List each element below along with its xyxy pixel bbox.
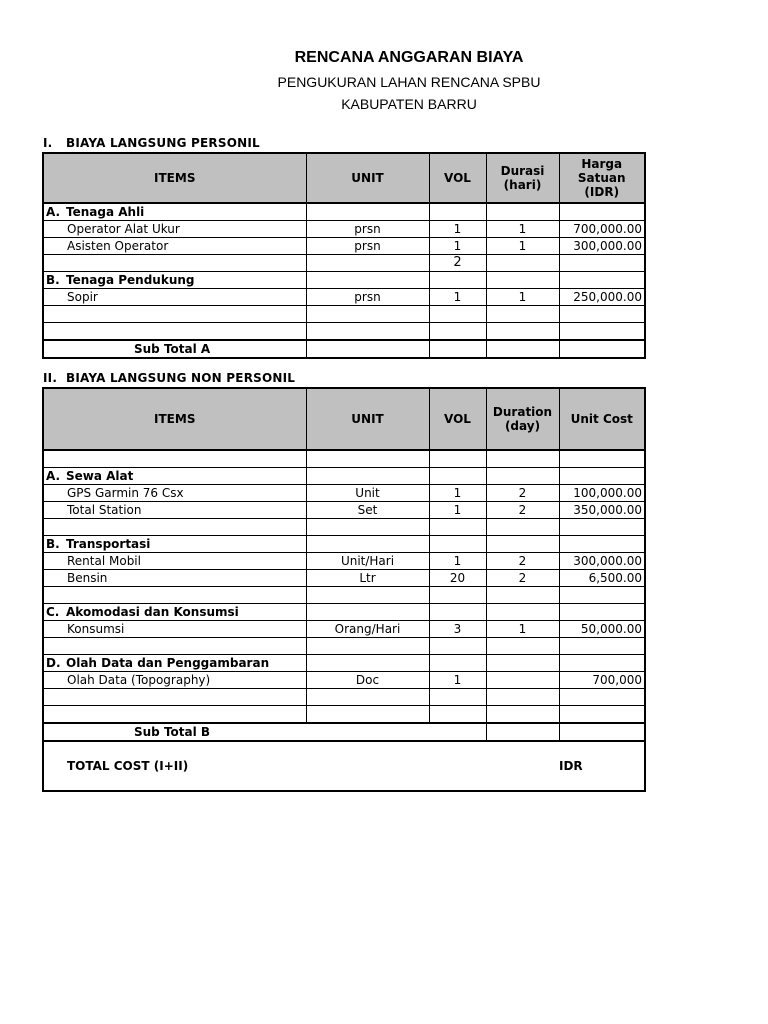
group-row: [43, 203, 645, 221]
item-unit-cost: 50,000.00: [559, 621, 645, 638]
item-unit: Orang/Hari: [306, 621, 429, 638]
section-1-number: I.: [43, 136, 53, 150]
item-unit-cost: 350,000.00: [559, 502, 645, 519]
item-duration: 2: [486, 502, 559, 519]
table-row: [43, 450, 645, 468]
item-name: Rental Mobil: [43, 553, 306, 570]
total-cost-row: [43, 741, 645, 791]
item-duration: [486, 672, 559, 689]
group-row: [43, 604, 645, 621]
group-label-olah-data: D. Olah Data dan Penggambaran: [43, 655, 306, 672]
item-vol: 1: [429, 485, 486, 502]
table-row: [43, 519, 645, 536]
col-header-unit-cost: Unit Cost: [559, 388, 645, 450]
item-name: Total Station: [43, 502, 306, 519]
group-row: [43, 536, 645, 553]
item-duration: 2: [486, 553, 559, 570]
item-name: GPS Garmin 76 Csx: [43, 485, 306, 502]
item-unit-cost: 700,000: [559, 672, 645, 689]
item-unit: Unit: [306, 485, 429, 502]
item-name: Operator Alat Ukur: [43, 221, 306, 238]
item-harga: 250,000.00: [559, 289, 645, 306]
group-label-sewa-alat: A. Sewa Alat: [43, 468, 306, 485]
table-row: [43, 306, 645, 323]
table-row: [43, 323, 645, 341]
col-header-durasi: Durasi (hari): [486, 153, 559, 203]
subtotal-row: [43, 723, 645, 741]
table-header-row: [43, 388, 645, 450]
section-2-number: II.: [43, 371, 58, 385]
item-vol: 1: [429, 672, 486, 689]
subtotal-label: Sub Total A: [43, 340, 306, 358]
table-row: [43, 238, 645, 255]
item-harga: 300,000.00: [559, 238, 645, 255]
item-vol: 3: [429, 621, 486, 638]
col-header-unit: UNIT: [306, 153, 429, 203]
table-row: [43, 672, 645, 689]
item-vol: 1: [429, 289, 486, 306]
group-row: [43, 655, 645, 672]
col-header-items: ITEMS: [43, 388, 306, 450]
col-header-unit: UNIT: [306, 388, 429, 450]
page-subtitle-location: KABUPATEN BARRU: [341, 96, 477, 112]
table-row: [43, 502, 645, 519]
item-name: Konsumsi: [43, 621, 306, 638]
table-row: [43, 570, 645, 587]
total-cost-currency: IDR: [559, 741, 645, 791]
item-vol: 1: [429, 238, 486, 255]
total-cost-label: TOTAL COST (I+II): [43, 741, 559, 791]
item-unit: Doc: [306, 672, 429, 689]
section-1-heading: [43, 136, 260, 150]
table-row: [43, 553, 645, 570]
item-duration: 1: [486, 621, 559, 638]
col-header-vol: VOL: [429, 153, 486, 203]
item-unit: prsn: [306, 238, 429, 255]
table-row: [43, 255, 645, 272]
group-row: [43, 272, 645, 289]
section-2-heading: [43, 371, 295, 385]
group-label-tenaga-pendukung: B. Tenaga Pendukung: [43, 272, 306, 289]
item-unit: Unit/Hari: [306, 553, 429, 570]
page-title: RENCANA ANGGARAN BIAYA: [294, 49, 524, 66]
section-2-title: BIAYA LANGSUNG NON PERSONIL: [66, 371, 296, 385]
item-unit: Set: [306, 502, 429, 519]
item-unit-cost: 300,000.00: [559, 553, 645, 570]
table-row: [43, 689, 645, 706]
table-row: [43, 621, 645, 638]
item-durasi: 1: [486, 289, 559, 306]
item-vol: 20: [429, 570, 486, 587]
col-header-vol: VOL: [429, 388, 486, 450]
item-name: Sopir: [43, 289, 306, 306]
col-header-duration: Duration (day): [486, 388, 559, 450]
item-unit: Ltr: [306, 570, 429, 587]
group-label-transportasi: B. Transportasi: [43, 536, 306, 553]
col-header-items: ITEMS: [43, 153, 306, 203]
item-vol: 1: [429, 502, 486, 519]
personnel-cost-table: [42, 152, 646, 359]
item-unit: prsn: [306, 221, 429, 238]
table-header-row: [43, 153, 645, 203]
item-name: Bensin: [43, 570, 306, 587]
col-header-harga: Harga Satuan (IDR): [559, 153, 645, 203]
table-row: [43, 587, 645, 604]
table-row: [43, 485, 645, 502]
group-label-tenaga-ahli: A. Tenaga Ahli: [43, 203, 306, 221]
item-unit: prsn: [306, 289, 429, 306]
item-durasi: 1: [486, 221, 559, 238]
vol-total: 2: [429, 255, 486, 272]
item-vol: 1: [429, 221, 486, 238]
subtotal-label: Sub Total B: [43, 723, 486, 741]
item-unit-cost: 100,000.00: [559, 485, 645, 502]
group-label-akomodasi: C. Akomodasi dan Konsumsi: [43, 604, 306, 621]
item-duration: 2: [486, 570, 559, 587]
item-name: Olah Data (Topography): [43, 672, 306, 689]
item-harga: 700,000.00: [559, 221, 645, 238]
group-row: [43, 468, 645, 485]
page-subtitle-project: PENGUKURAN LAHAN RENCANA SPBU: [277, 74, 541, 90]
table-row: [43, 221, 645, 238]
section-1-title: BIAYA LANGSUNG PERSONIL: [66, 136, 260, 150]
item-unit-cost: 6,500.00: [559, 570, 645, 587]
table-row: [43, 289, 645, 306]
item-vol: 1: [429, 553, 486, 570]
item-duration: 2: [486, 485, 559, 502]
table-row: [43, 638, 645, 655]
subtotal-row: [43, 340, 645, 358]
table-row: [43, 706, 645, 724]
non-personnel-cost-table: [42, 387, 646, 792]
item-name: Asisten Operator: [43, 238, 306, 255]
item-durasi: 1: [486, 238, 559, 255]
